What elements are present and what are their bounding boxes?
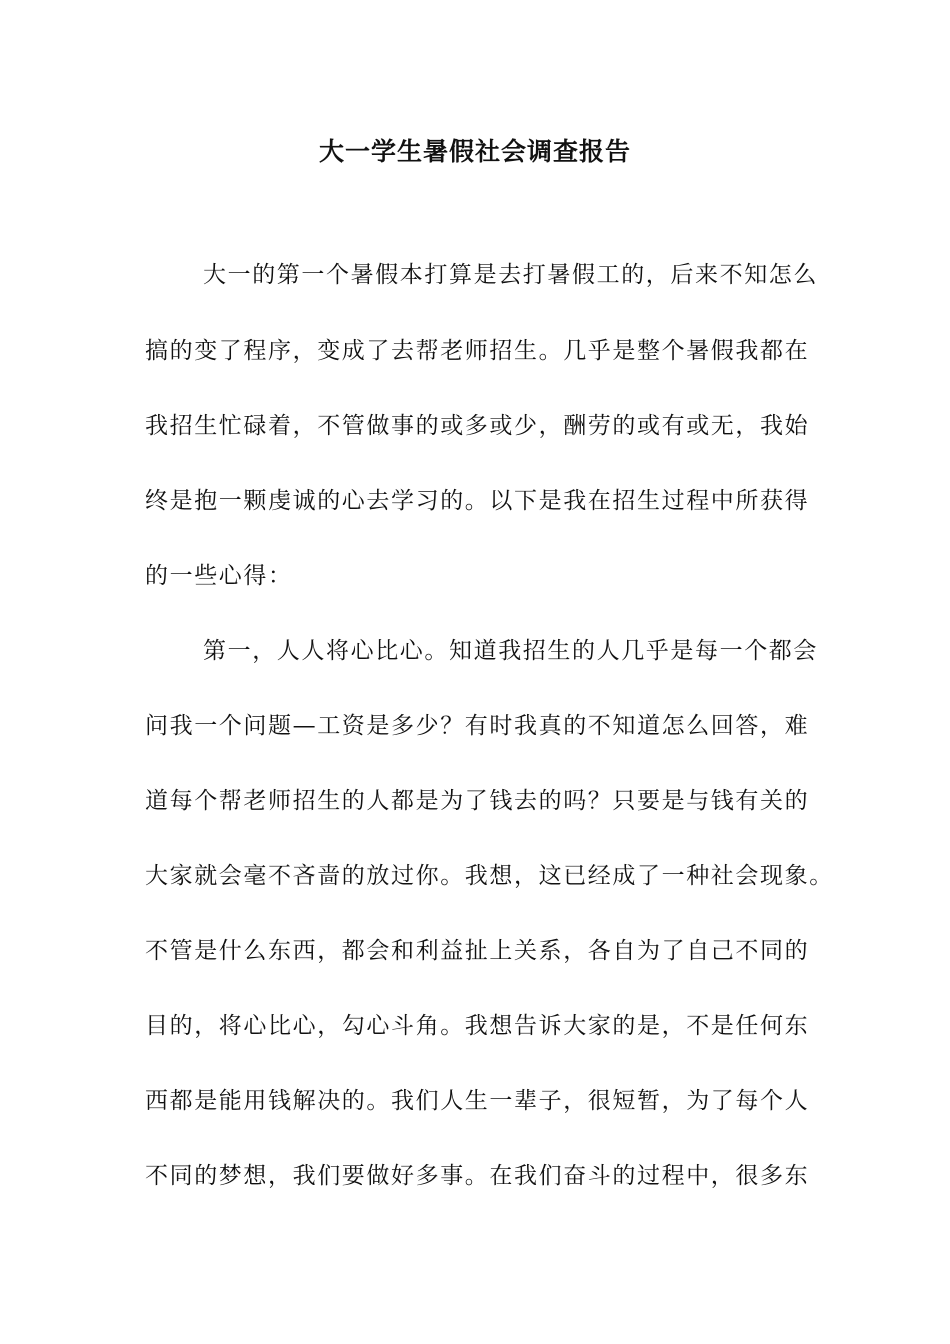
paragraph-line: 西都是能用钱解决的。我们人生一辈子，很短暂，为了每个人 xyxy=(145,1088,810,1114)
document-title: 大一学生暑假社会调查报告 xyxy=(318,137,631,166)
paragraph-line: 我招生忙碌着，不管做事的或多或少，酬劳的或有或无，我始 xyxy=(145,413,810,439)
paragraph-line: 搞的变了程序，变成了去帮老师招生。几乎是整个暑假我都在 xyxy=(145,338,810,364)
paragraph-line: 的一些心得： xyxy=(145,563,293,589)
paragraph-line: 大一的第一个暑假本打算是去打暑假工的，后来不知怎么 xyxy=(203,262,818,288)
paragraph-line: 不同的梦想，我们要做好多事。在我们奋斗的过程中，很多东 xyxy=(145,1163,810,1189)
paragraph-line: 第一，人人将心比心。知道我招生的人几乎是每一个都会 xyxy=(203,638,818,664)
paragraph-line: 问我一个问题—工资是多少？有时我真的不知道怎么回答，难 xyxy=(145,713,810,739)
paragraph-line: 不管是什么东西，都会和利益扯上关系，各自为了自己不同的 xyxy=(145,938,810,964)
paragraph-line: 大家就会毫不吝啬的放过你。我想，这已经成了一种社会现象。 xyxy=(145,863,834,889)
paragraph-line: 目的，将心比心，勾心斗角。我想告诉大家的是，不是任何东 xyxy=(145,1013,810,1039)
paragraph-line: 道每个帮老师招生的人都是为了钱去的吗？只要是与钱有关的 xyxy=(145,788,810,814)
paragraph-line: 终是抱一颗虔诚的心去学习的。以下是我在招生过程中所获得 xyxy=(145,488,810,514)
